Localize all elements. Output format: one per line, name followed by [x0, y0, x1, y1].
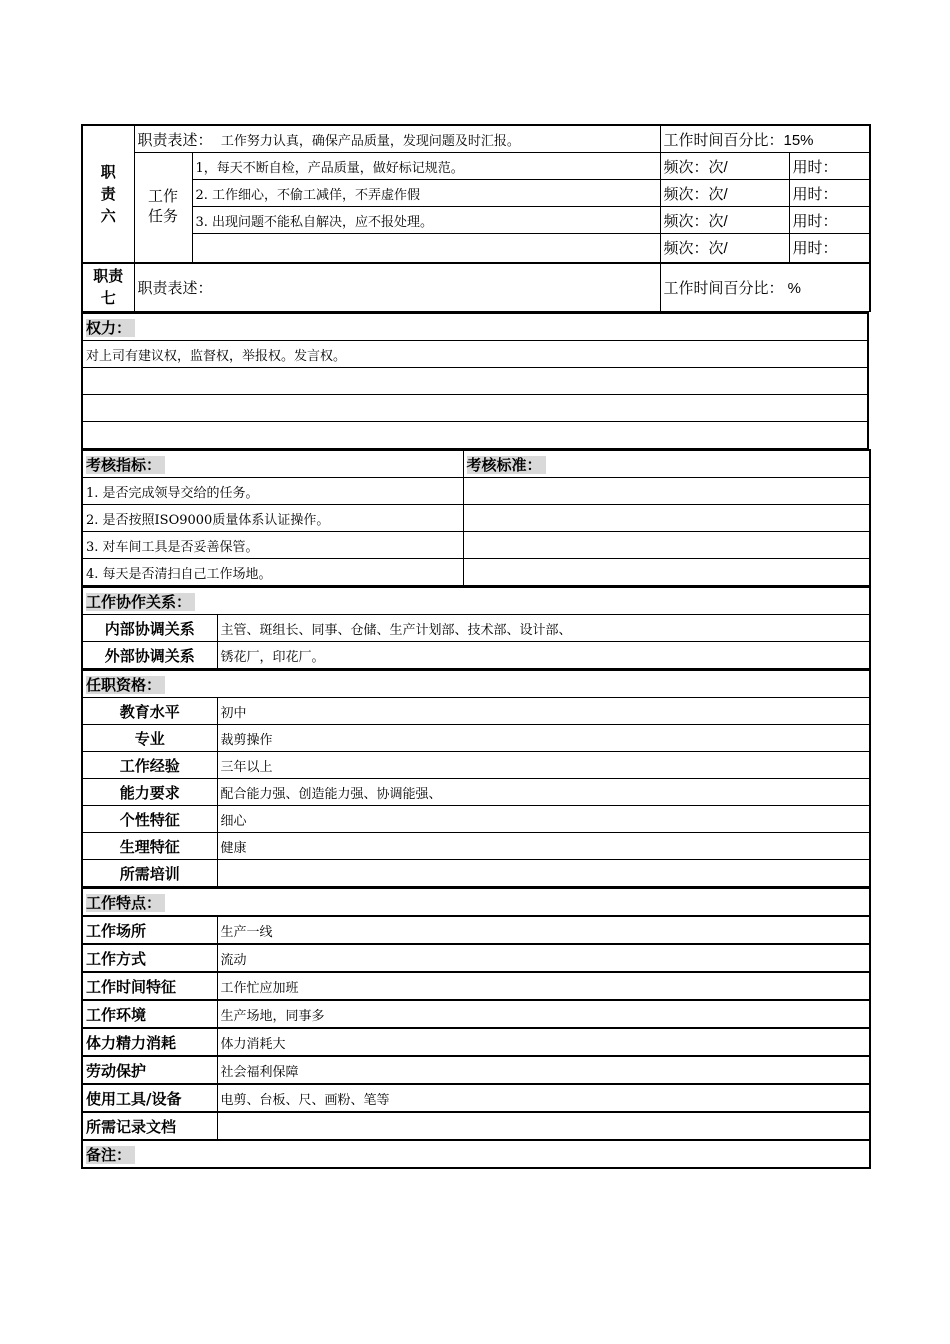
major-label: 专业: [82, 725, 217, 752]
duty6-description: 职责表述： 工作努力认真，确保产品质量，发现问题及时汇报。: [134, 125, 660, 153]
experience-value: 三年以上: [217, 752, 870, 779]
personality-value: 细心: [217, 806, 870, 833]
protection-value: 社会福利保障: [217, 1056, 870, 1084]
external-relations-value: 锈花厂，印花厂。: [217, 642, 870, 669]
power-line-4: [82, 422, 868, 449]
job-description-form: [81, 124, 869, 1169]
ability-label: 能力要求: [82, 779, 217, 806]
records-value: [217, 1112, 870, 1140]
remarks-title: 备注：: [82, 1140, 870, 1168]
standard-title: 考核标准：: [463, 450, 870, 478]
task-4-time: 用时：: [789, 234, 870, 263]
power-title: 权力：: [82, 313, 868, 341]
qualification-table: [81, 669, 871, 887]
work-time-value: 工作忙应加班: [217, 972, 870, 1000]
training-value: [217, 860, 870, 887]
task-2-time: 用时：: [789, 180, 870, 207]
power-table: [81, 312, 869, 449]
standard-3: [463, 532, 870, 559]
records-label: 所需记录文档: [82, 1112, 217, 1140]
qualification-title: 任职资格：: [82, 670, 870, 698]
work-mode-label: 工作方式: [82, 944, 217, 972]
standard-4: [463, 559, 870, 586]
task-1-frequency: 频次：次/: [660, 153, 789, 180]
physical-label: 生理特征: [82, 833, 217, 860]
education-label: 教育水平: [82, 698, 217, 725]
features-table: [81, 887, 871, 1169]
duty6-label: 职责六: [82, 125, 134, 263]
task-2-frequency: 频次：次/: [660, 180, 789, 207]
work-time-label: 工作时间特征: [82, 972, 217, 1000]
duty6-task-1: 1，每天不断自检，产品质量，做好标记规范。: [192, 153, 660, 180]
workplace-value: 生产一线: [217, 916, 870, 944]
features-title: 工作特点：: [82, 888, 870, 916]
environment-label: 工作环境: [82, 1000, 217, 1028]
duty6-time-percent: 工作时间百分比：15%: [660, 125, 870, 153]
indicator-3: 3. 对车间工具是否妥善保管。: [82, 532, 463, 559]
external-relations-label: 外部协调关系: [82, 642, 217, 669]
standard-2: [463, 505, 870, 532]
standard-1: [463, 478, 870, 505]
assessment-table: [81, 449, 871, 586]
indicator-title: 考核指标：: [82, 450, 463, 478]
environment-value: 生产场地，同事多: [217, 1000, 870, 1028]
power-line-1: 对上司有建议权，监督权，举报权。发言权。: [82, 341, 868, 368]
duty6-task-4: [192, 234, 660, 263]
workplace-label: 工作场所: [82, 916, 217, 944]
indicator-2: 2. 是否按照ISO9000质量体系认证操作。: [82, 505, 463, 532]
task-3-frequency: 频次：次/: [660, 207, 789, 234]
duty7-time-percent: 工作时间百分比： %: [660, 263, 870, 312]
tools-value: 电剪、台板、尺、画粉、笔等: [217, 1084, 870, 1112]
work-mode-value: 流动: [217, 944, 870, 972]
indicator-1: 1. 是否完成领导交给的任务。: [82, 478, 463, 505]
education-value: 初中: [217, 698, 870, 725]
internal-relations-value: 主管、斑组长、同事、仓储、生产计划部、技术部、设计部、: [217, 615, 870, 642]
duty6-tasks-label: 工作任务: [134, 153, 192, 263]
task-3-time: 用时：: [789, 207, 870, 234]
protection-label: 劳动保护: [82, 1056, 217, 1084]
duty6-task-2: 2. 工作细心，不偷工减佯，不弄虚作假: [192, 180, 660, 207]
physical-value: 健康: [217, 833, 870, 860]
duties-table: [81, 124, 871, 312]
tools-label: 使用工具/设备: [82, 1084, 217, 1112]
duty6-task-3: 3. 出现问题不能私自解决，应不报处理。: [192, 207, 660, 234]
energy-value: 体力消耗大: [217, 1028, 870, 1056]
task-1-time: 用时：: [789, 153, 870, 180]
duty7-label: 职责七: [82, 263, 134, 312]
energy-label: 体力精力消耗: [82, 1028, 217, 1056]
duty7-description: 职责表述：: [134, 263, 660, 312]
ability-value: 配合能力强、创造能力强、协调能强、: [217, 779, 870, 806]
training-label: 所需培训: [82, 860, 217, 887]
power-line-3: [82, 395, 868, 422]
major-value: 裁剪操作: [217, 725, 870, 752]
relations-table: [81, 586, 871, 669]
internal-relations-label: 内部协调关系: [82, 615, 217, 642]
relations-title: 工作协作关系：: [82, 587, 870, 615]
indicator-4: 4. 每天是否清扫自己工作场地。: [82, 559, 463, 586]
task-4-frequency: 频次：次/: [660, 234, 789, 263]
power-line-2: [82, 368, 868, 395]
experience-label: 工作经验: [82, 752, 217, 779]
personality-label: 个性特征: [82, 806, 217, 833]
